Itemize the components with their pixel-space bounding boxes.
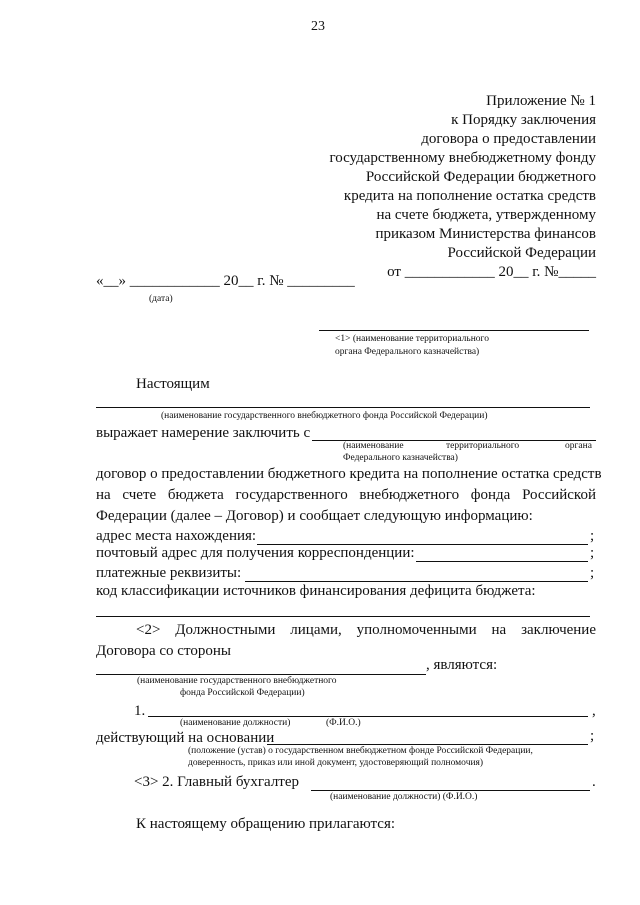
- fund-name-line: [96, 407, 590, 408]
- fio-caption: (Ф.И.О.): [326, 718, 361, 728]
- appendix-line: на счете бюджета, утвержденному: [376, 207, 596, 223]
- appendix-date-line: от ____________ 20__ г. №_____: [387, 264, 596, 280]
- acting-text: действующий на основании: [96, 730, 275, 746]
- fund-caption-2: фонда Российской Федерации): [180, 688, 305, 698]
- are-text: , являются:: [426, 657, 498, 673]
- code-line: [96, 616, 590, 617]
- officials-line: <2> Должностными лицами, уполномоченными на заключение: [136, 622, 596, 638]
- accountant-line: [311, 790, 590, 791]
- intent-text: выражает намерение заключить с: [96, 425, 311, 441]
- postal-label: почтовый адрес для получения корреспонденции:: [96, 545, 415, 561]
- semicolon: ;: [590, 728, 595, 744]
- fund-name-line-2: [96, 674, 426, 675]
- appendix-line: приказом Министерства финансов: [375, 226, 596, 242]
- treasury-caption-1: <1> (наименование территориального: [335, 334, 489, 344]
- semicolon: ;: [590, 565, 595, 581]
- basis-caption-2: доверенность, приказ или иной документ, удостоверяющий полномочия): [188, 758, 484, 768]
- item-1-line: [148, 716, 588, 717]
- paragraph-line-1: договор о предоставлении бюджетного кредита на пополнение остатка средств: [96, 466, 602, 482]
- fund-caption-1: (наименование государственного внебюджетного: [137, 676, 337, 686]
- appendix-line: государственному внебюджетному фонду: [329, 150, 596, 166]
- semicolon: ;: [590, 528, 595, 544]
- date-caption: (дата): [149, 294, 173, 304]
- treasury-caption-2b: Федерального казначейства): [343, 453, 458, 463]
- appendix-line: Российской Федерации: [447, 245, 596, 261]
- paragraph-line-2: на счете бюджета государственного внебюджетного фонда Российской: [96, 487, 596, 503]
- basis-caption-1: (положение (устав) о государственном внебюджетном фонде Российской Федерации,: [188, 746, 533, 756]
- treasury-caption-2: органа Федерального казначейства): [335, 347, 480, 357]
- officials-line-2: Договора со стороны: [96, 643, 231, 659]
- postal-line: [416, 561, 588, 562]
- appendix-line: договора о предоставлении: [421, 131, 596, 147]
- comma: ,: [592, 703, 596, 719]
- intro-word: Настоящим: [136, 376, 210, 392]
- treasury-caption-a: (наименование: [343, 441, 404, 451]
- appendix-line: кредита на пополнение остатка средств: [343, 188, 596, 204]
- address-label: адрес места нахождения:: [96, 528, 257, 544]
- date-row: «__» ____________ 20__ г. № _________: [96, 273, 355, 289]
- treasury-caption-b: территориального: [446, 441, 520, 451]
- position-caption: (наименование должности): [180, 718, 291, 728]
- paragraph-line-3: Федерации (далее – Договор) и сообщает следующую информацию:: [96, 508, 533, 524]
- page-number: 23: [311, 19, 325, 34]
- appendix-line: к Порядку заключения: [451, 112, 596, 128]
- payment-line: [245, 581, 588, 582]
- code-label: код классификации источников финансирования дефицита бюджета:: [96, 583, 536, 599]
- payment-label: платежные реквизиты:: [96, 565, 242, 581]
- treasury-name-line: [319, 330, 589, 331]
- period: .: [592, 774, 596, 790]
- fund-caption: (наименование государственного внебюджетного фонда Российской Федерации): [161, 411, 488, 421]
- basis-line: [267, 744, 588, 745]
- appendix-line: Российской Федерации бюджетного: [365, 169, 596, 185]
- accountant-caption: (наименование должности) (Ф.И.О.): [330, 792, 478, 802]
- attachments-text: К настоящему обращению прилагаются:: [136, 816, 396, 832]
- item-number-1: 1.: [134, 703, 146, 719]
- appendix-header: [329, 92, 596, 282]
- semicolon: ;: [590, 545, 595, 561]
- accountant-text: <3> 2. Главный бухгалтер: [134, 774, 300, 790]
- treasury-caption-c: органа: [565, 441, 592, 451]
- appendix-line: Приложение № 1: [486, 93, 596, 109]
